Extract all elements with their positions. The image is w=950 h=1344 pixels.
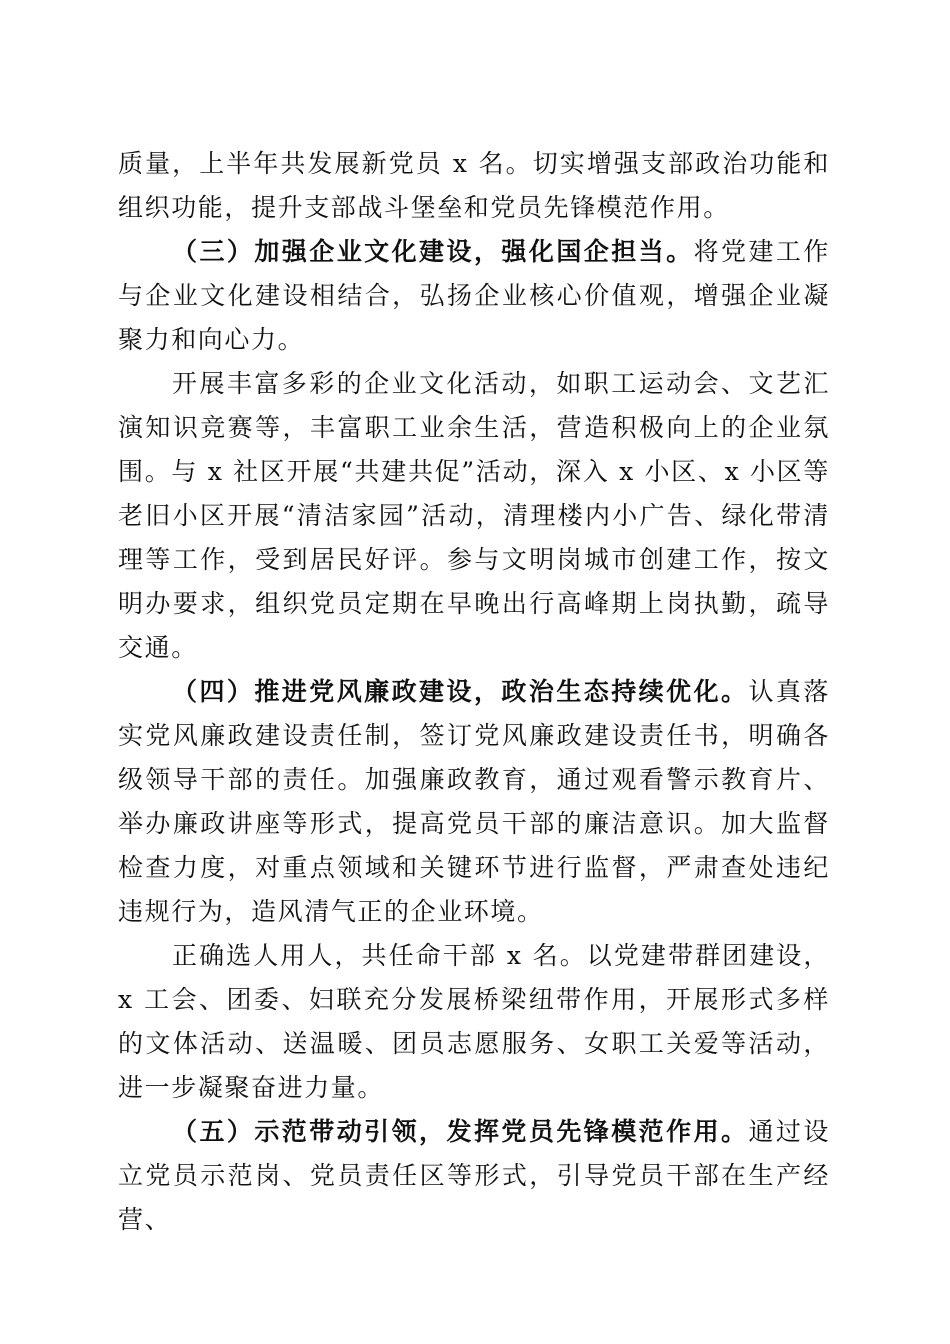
paragraph-section-4 — [118, 670, 830, 934]
paragraph-text: 通过设立党员示范岗、党员责任区等形式，引导党员干部在生产经营、 — [118, 1117, 830, 1234]
paragraph-section-5 — [118, 1110, 830, 1242]
section-heading-5: （五）示范带动引领，发挥党员先锋模范作用。 — [172, 1117, 749, 1146]
paragraph-text: 认真落实党风廉政建设责任制，签订党风廉政建设责任书，明确各级领导干部的责任。加强廉政教育，通过观看警示教育片、举办廉政讲座等形式，提高党员干部的廉洁意识。加大监督检查力度，对重点领域和关键环节进行监督，严肃查处违纪违规行为，造风清气正的企业环境。 — [118, 677, 830, 926]
paragraph-text: 质量，上半年共发展新党员 x 名。切实增强支部政治功能和组织功能，提升支部战斗堡垒和党员先锋模范作用。 — [118, 149, 830, 222]
paragraph-section-3 — [118, 230, 830, 362]
document-body — [118, 142, 830, 1242]
paragraph-text: 正确选人用人，共任命干部 x 名。以党建带群团建设，x 工会、团委、妇联充分发展桥梁纽带作用，开展形式多样的文体活动、送温暖、团员志愿服务、女职工关爱等活动，进一步凝聚奋进力量。 — [118, 941, 830, 1102]
paragraph-continuation — [118, 142, 830, 230]
paragraph-culture-activities — [118, 362, 830, 670]
section-heading-4: （四）推进党风廉政建设，政治生态持续优化。 — [172, 677, 749, 706]
paragraph-text: 将党建工作与企业文化建设相结合，弘扬企业核心价值观，增强企业凝聚力和向心力。 — [118, 237, 830, 354]
section-heading-3: （三）加强企业文化建设，强化国企担当。 — [172, 237, 694, 266]
paragraph-personnel — [118, 934, 830, 1110]
paragraph-text: 开展丰富多彩的企业文化活动，如职工运动会、文艺汇演知识竞赛等，丰富职工业余生活，营造积极向上的企业氛围。与 x 社区开展“共建共促”活动，深入 x 小区、x 小区等老旧小区开展“清洁家园”活动，清理楼内小广告、绿化带清理等工作，受到居民好评。参与文明岗城市创建工作，按文明办要求，组织党员定期在早晚出行高峰期上岗执勤，疏导交通。 — [118, 369, 830, 662]
